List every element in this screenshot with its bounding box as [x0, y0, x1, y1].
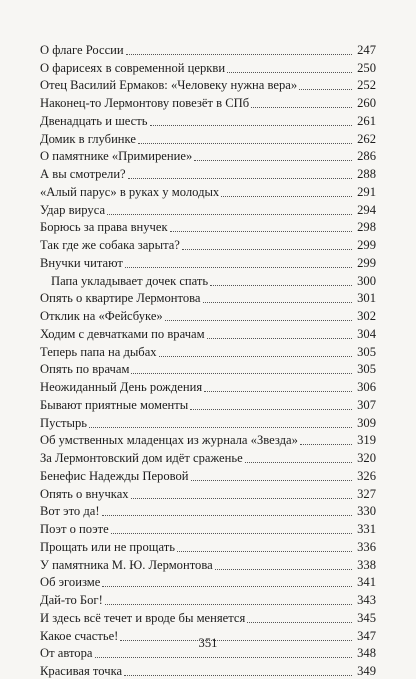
toc-entry-page: 247 [357, 42, 376, 57]
toc-entry-page: 338 [357, 557, 376, 572]
toc-entry-page: 331 [357, 522, 376, 536]
toc-entry-title: Двенадцать и шесть [40, 113, 148, 128]
toc-entry [40, 253, 376, 271]
toc-entry-title: Неожиданный День рождения [40, 380, 203, 394]
toc-entry [40, 377, 376, 395]
toc-entry-title: Вот это да! [40, 504, 100, 519]
dot-leader [107, 214, 352, 215]
toc-entry-title: Красивая точка [40, 664, 123, 678]
toc-entry-title: О флаге России [40, 42, 124, 57]
dot-leader [251, 107, 352, 108]
dot-leader [191, 480, 352, 481]
toc-entry-page: 326 [357, 468, 376, 483]
toc-entry-page: 299 [357, 238, 376, 252]
dot-leader [131, 373, 352, 374]
dot-leader [299, 89, 352, 90]
toc-entry-page: 305 [357, 362, 376, 377]
toc-entry-page: 349 [357, 664, 376, 678]
toc-entry-title: О фарисеях в современной церкви [40, 60, 226, 75]
dot-leader [128, 178, 352, 179]
toc-entry-title: «Алый парус» в руках у молодых [40, 184, 220, 199]
dot-leader [170, 231, 352, 232]
dot-leader [138, 143, 352, 144]
toc-entry [40, 306, 376, 324]
dot-leader [190, 409, 352, 410]
toc-entry-title: Теперь папа на дыбах [40, 344, 157, 359]
dot-leader [159, 356, 352, 357]
toc-entry [40, 537, 376, 555]
toc-entry-page: 320 [357, 451, 376, 465]
toc-entry-title: Поэт о поэте [40, 522, 109, 536]
toc-entry [40, 484, 376, 502]
toc-entry-title: Ходим с девчатками по врачам [40, 326, 205, 341]
dot-leader [227, 72, 352, 73]
dot-leader [300, 444, 352, 445]
toc-entry [40, 431, 376, 449]
toc-entry-title: Внучки читают [40, 255, 123, 270]
toc-entry [40, 395, 376, 413]
toc-entry-title: Борюсь за права внучек [40, 220, 168, 235]
toc-entry [40, 164, 376, 182]
toc-entry-title: Удар вируса [40, 202, 106, 217]
toc-entry [40, 661, 376, 679]
toc-entry-page: 288 [357, 167, 376, 181]
dot-leader [203, 302, 352, 303]
toc-entry [40, 58, 376, 76]
toc-entry [40, 413, 376, 431]
dot-leader [131, 498, 352, 499]
toc-entry-page: 301 [357, 291, 376, 306]
dot-leader [194, 160, 352, 161]
toc-entry-title: Прощать или не прощать [40, 539, 175, 554]
toc-entry-title: Отец Василий Ермаков: «Человеку нужна вера» [40, 78, 298, 93]
toc-entry [40, 40, 376, 58]
dot-leader [177, 551, 352, 552]
toc-entry [40, 289, 376, 307]
dot-leader [126, 54, 352, 55]
toc-entry-page: 299 [357, 255, 376, 270]
toc-entry-page: 343 [357, 593, 376, 607]
toc-entry-page: 291 [357, 184, 376, 199]
toc-entry [40, 573, 376, 591]
toc-entry-title: Так где же собака зарыта? [40, 238, 180, 252]
toc-entry-page: 304 [357, 326, 376, 341]
dot-leader [102, 586, 352, 587]
toc-entry-title: Наконец-то Лермонтову повезёт в СПб [40, 96, 250, 110]
toc-entry [40, 147, 376, 165]
toc-entry-title: Бывают приятные моменты [40, 397, 189, 412]
toc-entry-title: Отклик на «Фейсбуке» [40, 309, 163, 323]
toc-entry [40, 448, 376, 466]
page-number: 351 [198, 636, 218, 650]
toc-entry [40, 271, 376, 289]
toc-entry-page: 302 [357, 309, 376, 323]
toc-entry-page: 319 [357, 433, 376, 448]
toc-entry-page: 307 [357, 397, 376, 412]
toc-entry-page: 252 [357, 78, 376, 93]
toc-entry [40, 76, 376, 94]
toc-entry-title: Папа укладывает дочек спать [51, 273, 209, 288]
toc-entry-page: 341 [357, 575, 376, 590]
toc-entry [40, 555, 376, 573]
toc-entry-page: 345 [357, 610, 376, 625]
toc-entry-title: А вы смотрели? [40, 167, 126, 181]
toc-entry [40, 342, 376, 360]
toc-entry [40, 235, 376, 253]
toc-entry-title: Пустырь [40, 415, 87, 430]
toc-entry-title: От автора [40, 646, 93, 661]
dot-leader [210, 285, 352, 286]
toc-entry [40, 590, 376, 608]
toc-entry-title: И здесь всё течет и вроде бы меняется [40, 610, 246, 625]
dot-leader [124, 675, 352, 676]
toc-entry [40, 200, 376, 218]
toc-entry [40, 466, 376, 484]
dot-leader [165, 320, 352, 321]
toc-entry-page: 294 [357, 202, 376, 217]
toc-entry-title: Об умственных младенцах из журнала «Звезда» [40, 433, 298, 448]
toc-entry [40, 93, 376, 111]
dot-leader [207, 338, 352, 339]
toc-entry [40, 324, 376, 342]
toc-entry [40, 608, 376, 626]
toc-entry [40, 129, 376, 147]
toc-entry-page: 262 [357, 131, 376, 146]
dot-leader [245, 462, 352, 463]
dot-leader [150, 125, 352, 126]
toc-entry-page: 286 [357, 149, 376, 164]
toc-entry-page: 298 [357, 220, 376, 235]
toc-entry-title: Домик в глубинке [40, 131, 136, 146]
toc-entry-page: 306 [357, 380, 376, 394]
toc-entry-title: За Лермонтовский дом идёт сраженье [40, 451, 243, 465]
dot-leader [247, 622, 352, 623]
toc-entry-page: 327 [357, 486, 376, 501]
toc-entry [40, 111, 376, 129]
toc-entry-title: У памятника М. Ю. Лермонтова [40, 557, 213, 572]
toc-entry-page: 330 [357, 504, 376, 519]
toc-entry [40, 182, 376, 200]
toc-entry-page: 348 [357, 646, 376, 661]
toc-entry-page: 250 [357, 60, 376, 75]
toc-entry-page: 336 [357, 539, 376, 554]
dot-leader [105, 604, 352, 605]
toc-entry-title: Дай-то Бог! [40, 593, 103, 607]
dot-leader [125, 267, 352, 268]
table-of-contents [40, 40, 376, 679]
dot-leader [111, 533, 352, 534]
dot-leader [182, 249, 352, 250]
dot-leader [204, 391, 352, 392]
dot-leader [215, 569, 352, 570]
toc-entry-page: 305 [357, 344, 376, 359]
toc-entry [40, 360, 376, 378]
toc-entry-title: Какое счастье! [40, 628, 119, 643]
dot-leader [102, 515, 352, 516]
toc-entry-title: Опять по врачам [40, 362, 130, 377]
toc-entry [40, 519, 376, 537]
toc-entry-page: 261 [357, 113, 376, 128]
toc-entry [40, 218, 376, 236]
toc-entry-title: О памятнике «Примирение» [40, 149, 193, 164]
toc-entry-page: 309 [357, 415, 376, 430]
toc-entry [40, 502, 376, 520]
toc-entry-page: 300 [357, 273, 376, 288]
toc-entry-title: Об эгоизме [40, 575, 101, 590]
toc-entry-title: Опять о внучках [40, 486, 129, 501]
dot-leader [95, 657, 353, 658]
toc-entry-title: Бенефис Надежды Перовой [40, 468, 189, 483]
toc-entry-page: 347 [357, 628, 376, 643]
dot-leader [221, 196, 352, 197]
toc-entry-title: Опять о квартире Лермонтова [40, 291, 201, 306]
toc-entry-page: 260 [357, 96, 376, 110]
dot-leader [89, 427, 352, 428]
